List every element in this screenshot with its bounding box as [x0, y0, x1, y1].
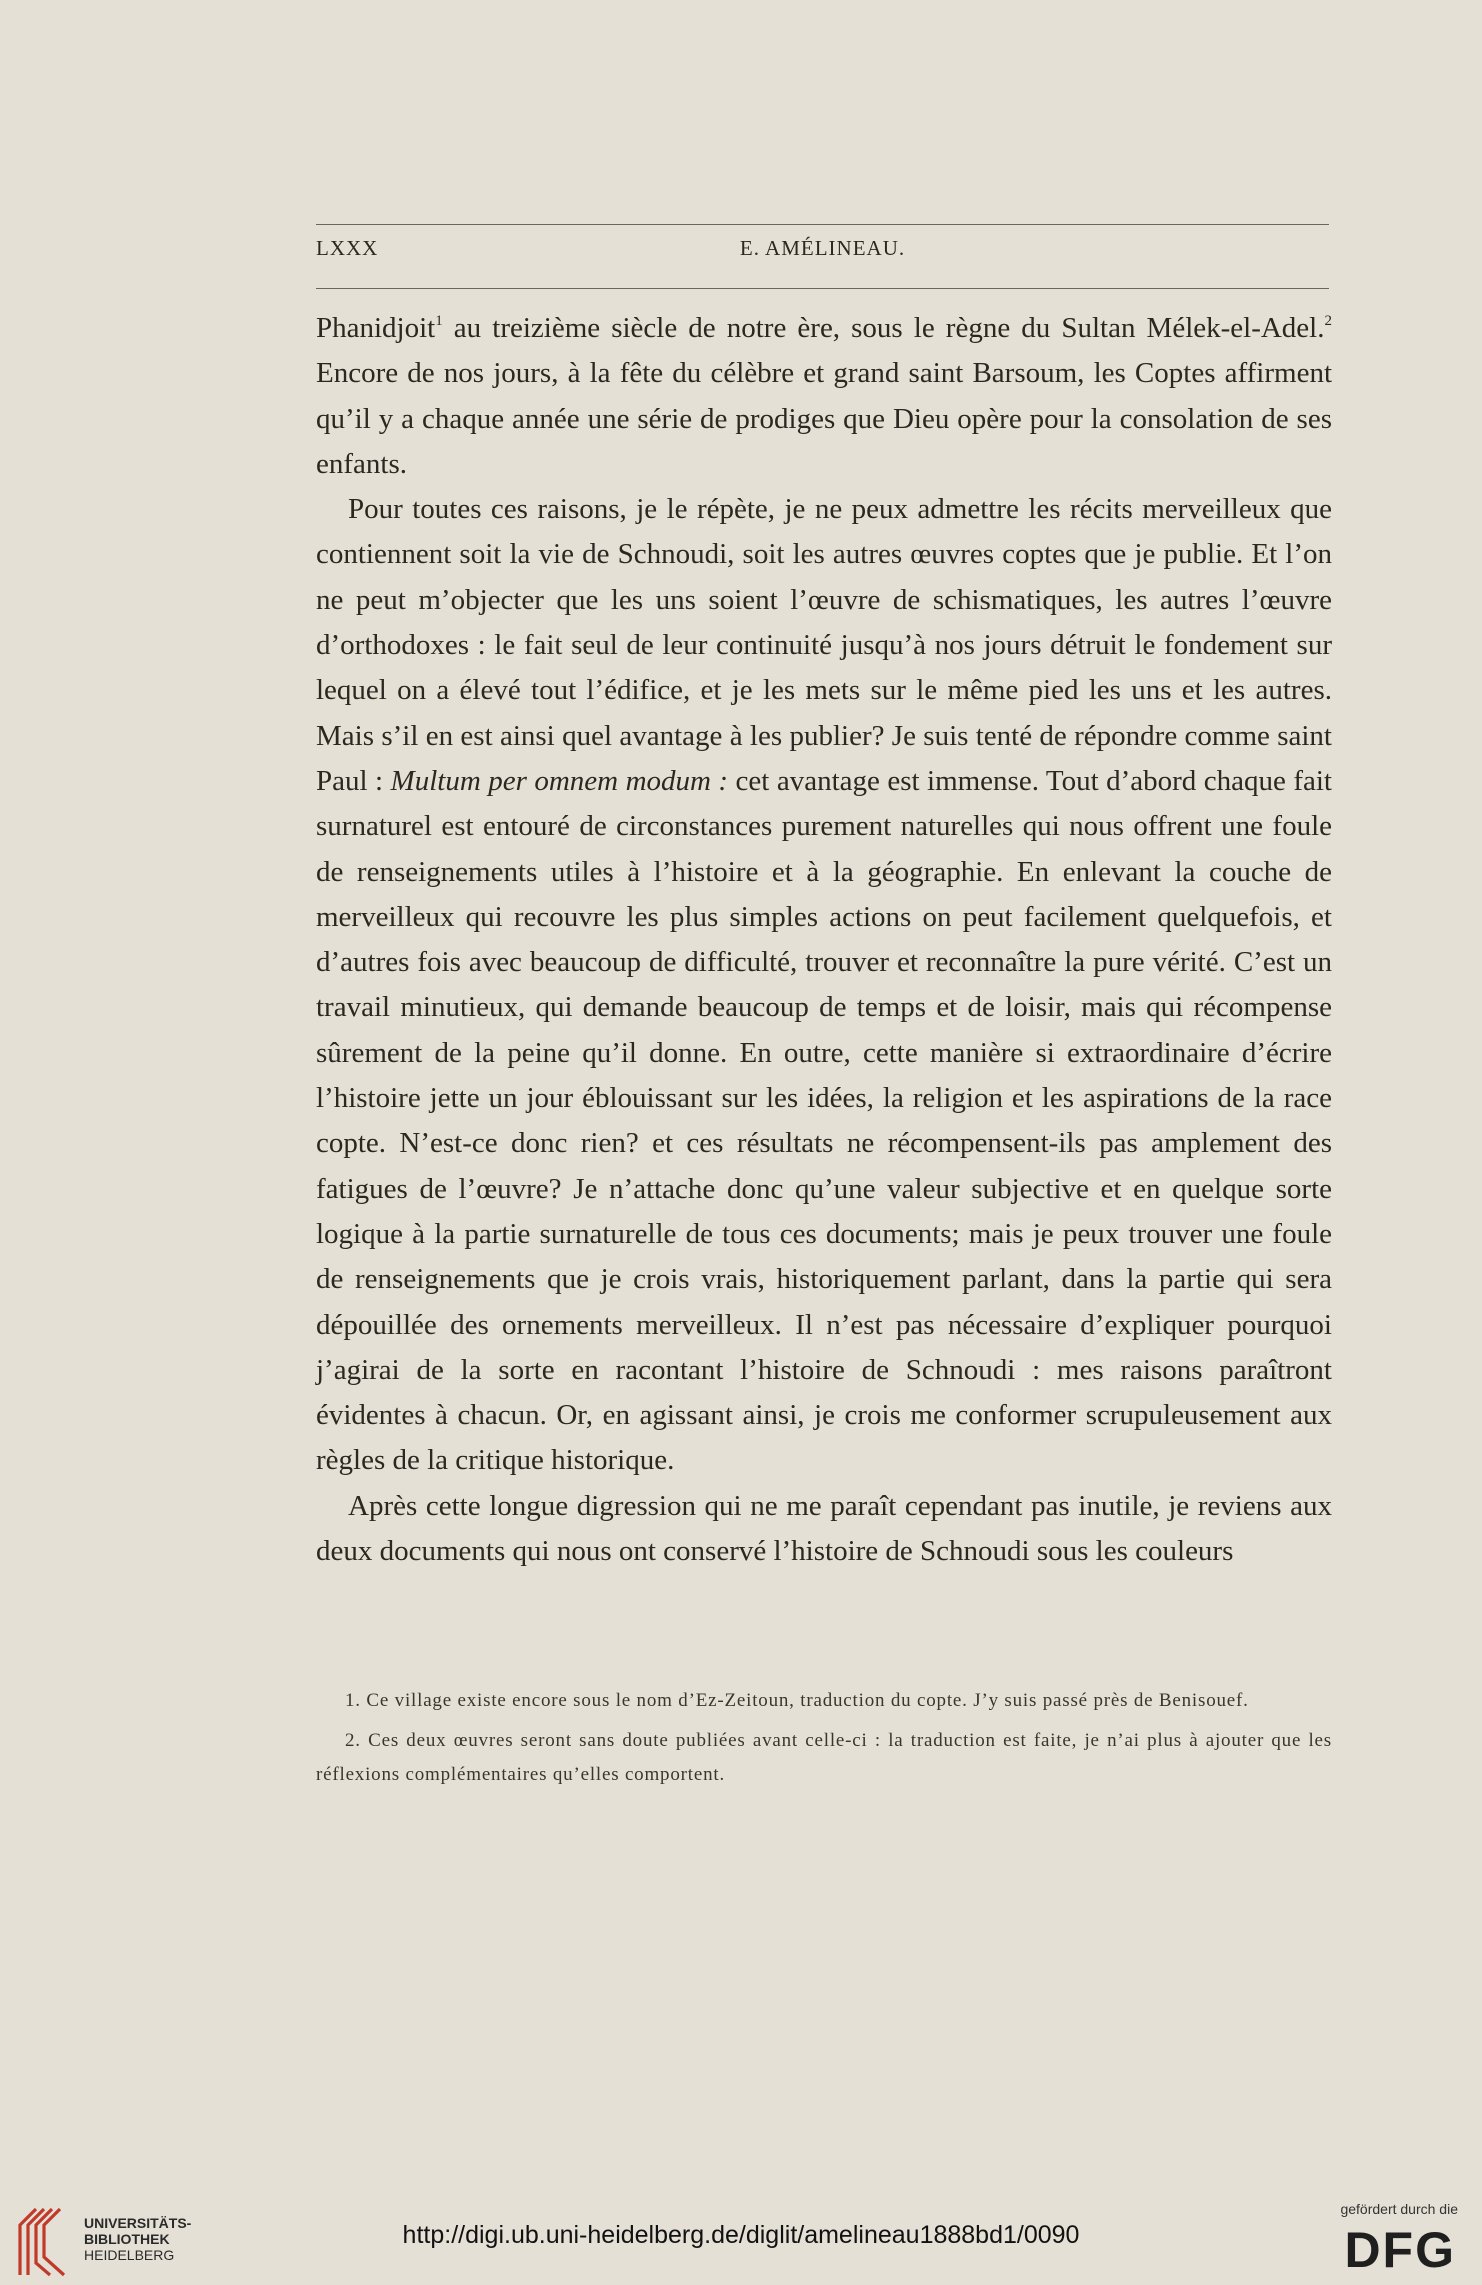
running-header — [316, 236, 1329, 276]
paragraph-1: Phanidjoit$^1$ au treizième siècle de notre ère, sous le règne du Sultan Mélek-el-Adel.$^2$ Encore de nos jours, à la fête du célèbre et grand saint Barsoum, les Coptes affirment qu’il y a chaque année une série de prodiges que Dieu opère pour la consolation de ses enfants. — [316, 312, 1332, 480]
paragraph-3: Après cette longue digression qui ne me paraît cependant pas inutile, je reviens aux deux documents qui nous ont conservé l’histoire de Schnoudi sous les couleurs — [316, 1489, 1332, 1568]
header-rule-top — [316, 224, 1329, 225]
digitization-footer — [0, 2197, 1482, 2285]
footnote-1: 1. Ce village existe encore sous le nom d’Ez-Zeitoun, traduction du copte. J’y suis passé près de Benisouef. — [345, 1690, 1249, 1711]
paragraph-2: Pour toutes ces raisons, je le répète, je ne peux admettre les récits merveilleux que contiennent soit la vie de Schnoudi, soit les autres œuvres coptes que je publie. Et l’on ne peut m’objecter que les uns soient l’œuvre de schismatiques, les autres l’œuvre d’orthodoxes : le fait seul de leur continuité jusqu’à nos jours détruit le fondement sur lequel on a élevé tout l’édifice, et je les mets sur le même pied les uns et les autres. Mais s’il en est ainsi quel avantage à les publier? Je suis tenté de répondre comme saint Paul : Multum per omnem modum : cet avantage est immense. Tout d’abord chaque fait surnaturel est entouré de circonstances purement naturelles qui nous offrent une foule de renseignements utiles à l’histoire et à la géographie. En enlevant la couche de merveilleux qui recouvre les plus simples actions on peut facilement quelquefois, et d’autres fois avec beaucoup de difficulté, trouver et reconnaître la pure vérité. C’est un travail minutieux, qui demande beaucoup de temps et de loisir, mais qui récompense sûrement de la peine qu’il donne. En outre, cette manière si extraordinaire d’écrire l’histoire jette un jour éblouissant sur les idées, la religion et les aspirations de la race copte. N’est-ce donc rien? et ces résultats ne récompensent-ils pas amplement des fatigues de l’œuvre? Je n’attache donc qu’une valeur subjective et en quelque sorte logique à la partie surnaturelle de tous ces documents; mais je peux trouver une foule de renseignements que je crois vrais, historiquement parlant, dans la partie qui sera dépouillée des ornements merveilleux. Il n’est pas nécessaire d’expliquer pourquoi j’agirai de la sorte en racontant l’histoire de Schnoudi : mes raisons paraîtront évidentes à chacun. Or, en agissant ainsi, je crois me conformer scrupuleusement aux règles de la critique historique. — [316, 493, 1332, 1477]
svg-text:DFG: DFG — [1344, 2223, 1456, 2273]
page-number: LXXX — [316, 236, 379, 260]
footnotes — [316, 1684, 1332, 1792]
main-text — [316, 306, 1332, 1574]
footnote-ref-2[interactable]: 2 — [1324, 313, 1332, 329]
footnote-2: 2. Ces deux œuvres seront sans doute publiées avant celle-ci : la traduction est faite, je n’ai plus à ajouter que les réflexions complémentaires qu’elles comportent. — [316, 1730, 1332, 1785]
permalink-url[interactable]: http://digi.ub.uni-heidelberg.de/diglit/amelineau1888bd1/0090 — [402, 2221, 1080, 2249]
footnote-ref-1[interactable]: 1 — [435, 313, 443, 329]
header-rule-bottom — [316, 288, 1329, 289]
library-name[interactable]: UNIVERSITÄTS- BIBLIOTHEK HEIDELBERG — [84, 2215, 192, 2263]
funded-by-label: gefördert durch die — [1340, 2201, 1458, 2217]
running-title: E. AMÉLINEAU. — [739, 236, 906, 260]
dfg-logo-icon[interactable] — [1298, 2223, 1458, 2273]
funding-credit — [1298, 2201, 1458, 2273]
latin-quote: Multum per omnem modum : — [390, 764, 729, 797]
